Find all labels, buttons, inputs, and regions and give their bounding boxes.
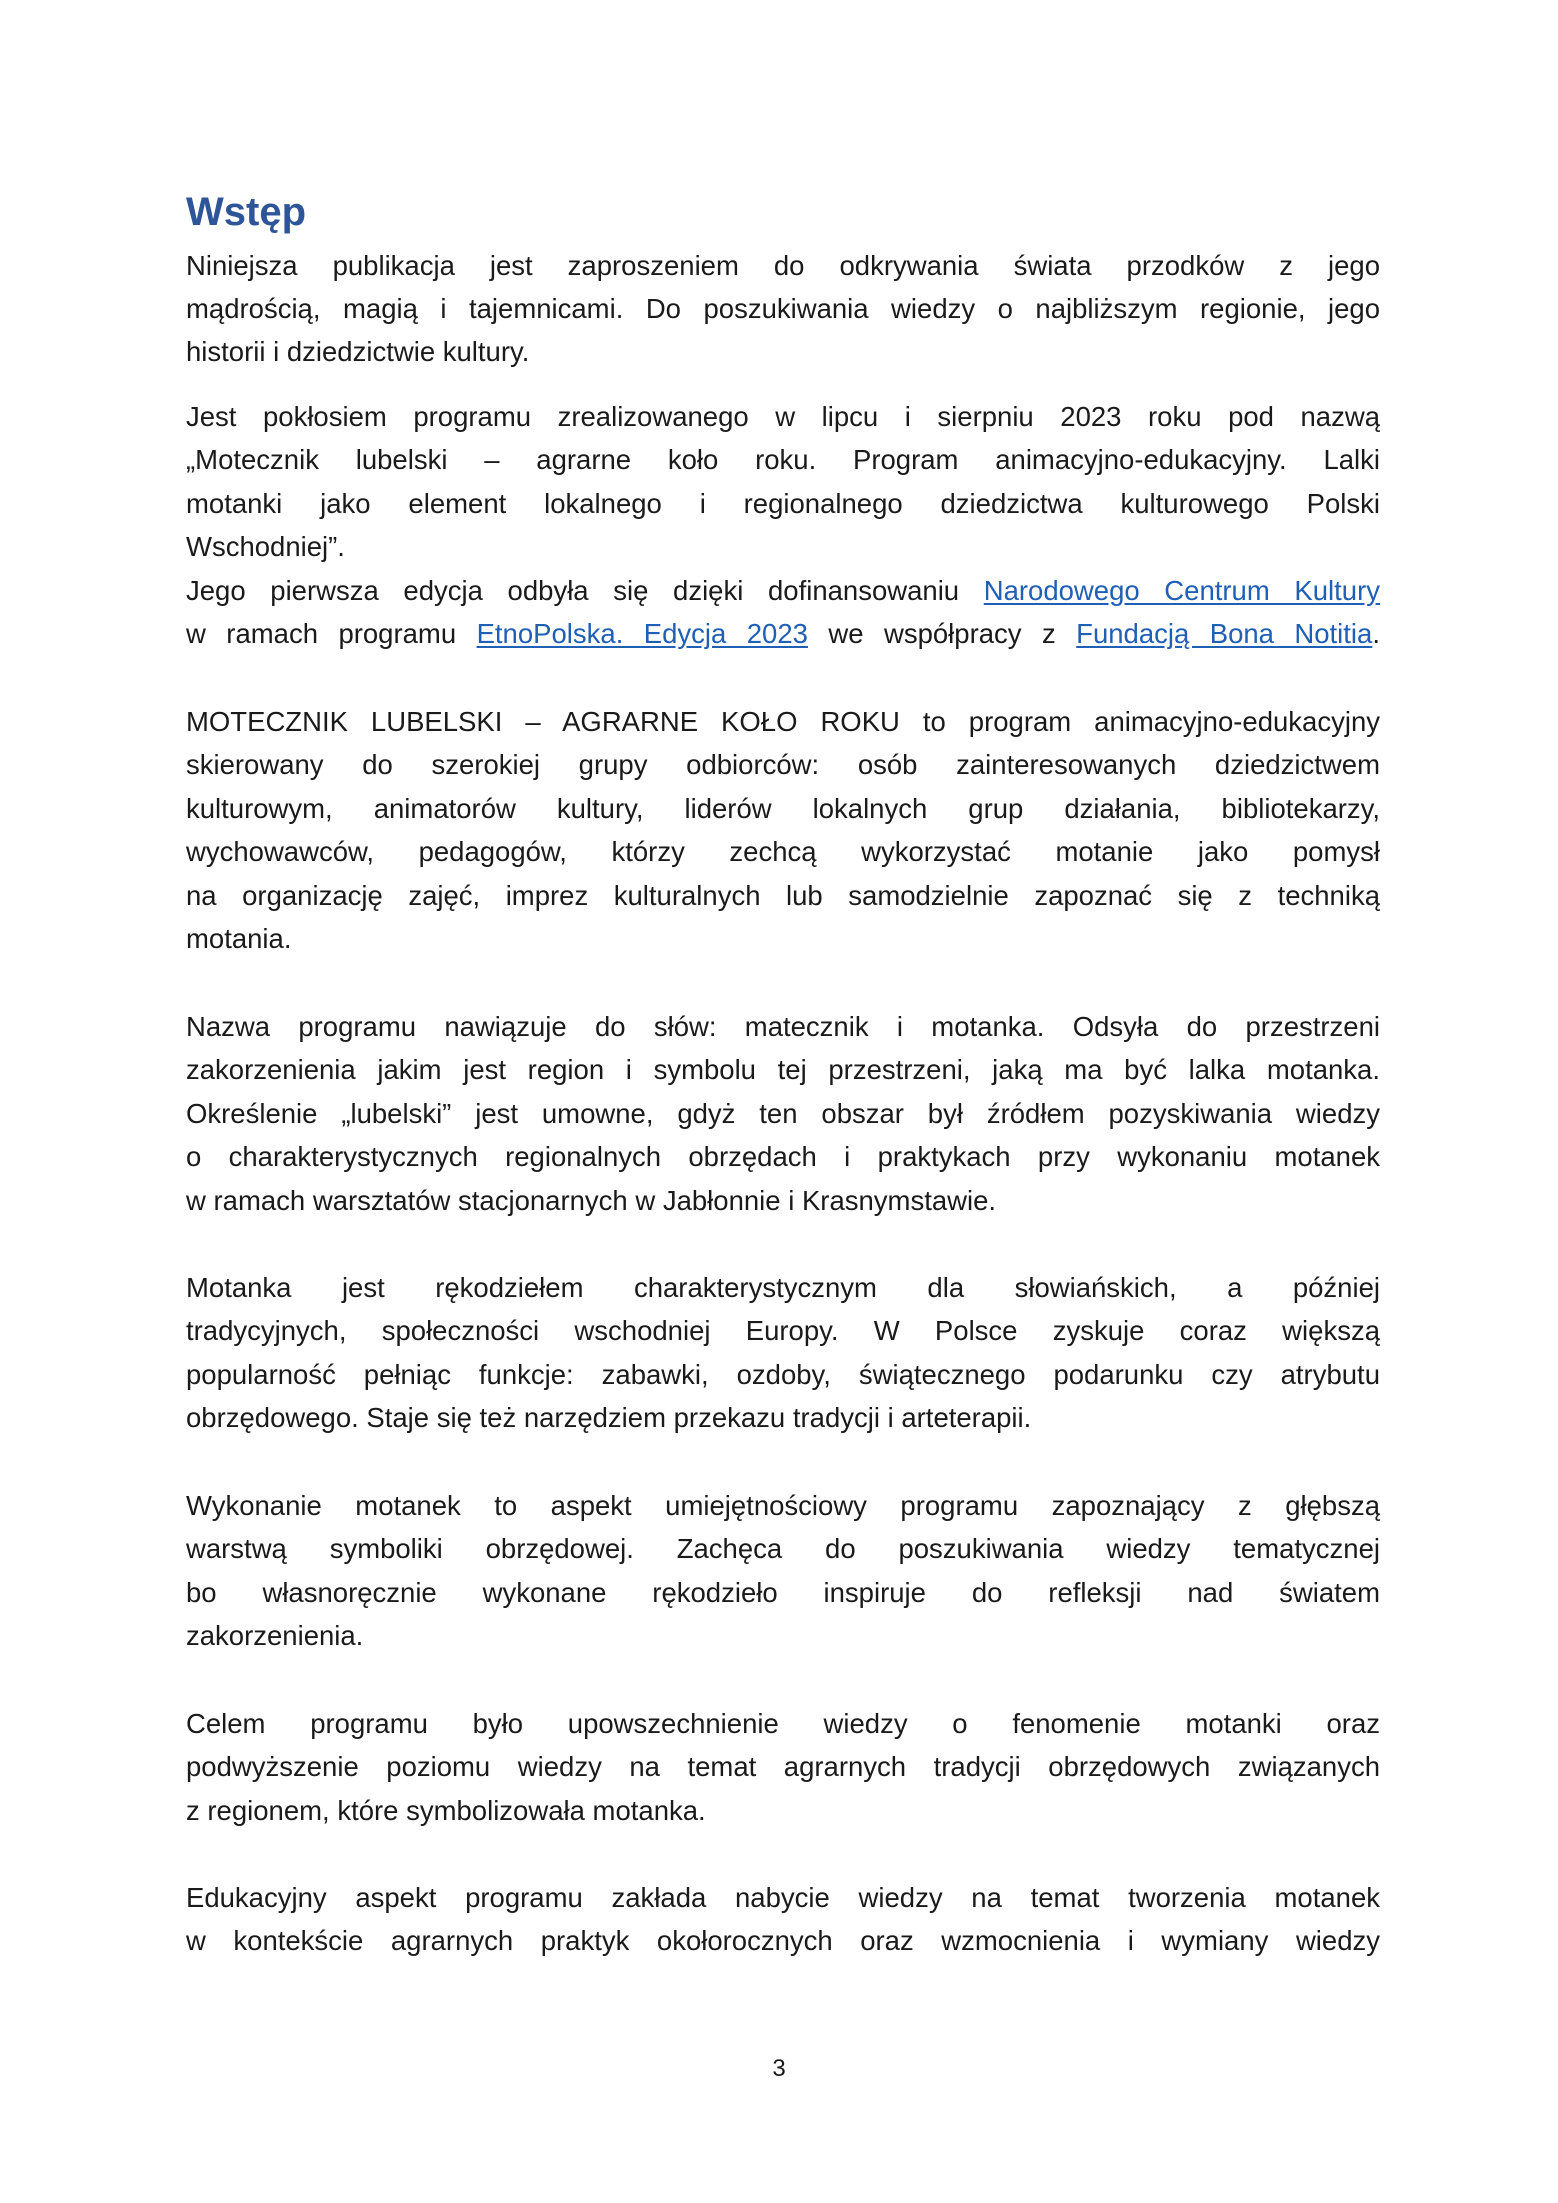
paragraph-7-line-3: bo własnoręcznie wykonane rękodzieło inspiruje do refleksji nad światem <box>186 1577 1380 1608</box>
paragraph-6-line-4: obrzędowego. Staje się też narzędziem przekazu tradycji i arteterapii. <box>186 1402 1032 1433</box>
section-heading: Wstęp <box>186 190 306 234</box>
paragraph-3-text-c: . <box>1372 618 1380 649</box>
paragraph-3-line-1 <box>186 571 1380 611</box>
paragraph-4-line-1: MOTECZNIK LUBELSKI – AGRARNE KOŁO ROKU to program animacyjno-edukacyjny <box>186 706 1380 737</box>
paragraph-3-text: Jego pierwsza edycja odbyła się dzięki dofinansowaniu <box>186 575 984 606</box>
paragraph-5-line-3: Określenie „lubelski” jest umowne, gdyż ten obszar był źródłem pozyskiwania wiedzy <box>186 1098 1380 1129</box>
paragraph-8-line-2: podwyższenie poziomu wiedzy na temat agrarnych tradycji obrzędowych związanych <box>186 1751 1380 1782</box>
paragraph-7-line-2: warstwą symboliki obrzędowej. Zachęca do poszukiwania wiedzy tematycznej <box>186 1533 1380 1564</box>
paragraph-2-line-3: motanki jako element lokalnego i regionalnego dziedzictwa kulturowego Polski <box>186 488 1380 519</box>
paragraph-2-line-4: Wschodniej”. <box>186 531 345 562</box>
paragraph-4-line-3: kulturowym, animatorów kultury, liderów lokalnych grup działania, bibliotekarzy, <box>186 793 1380 824</box>
paragraph-8-line-3: z regionem, które symbolizowała motanka. <box>186 1795 706 1826</box>
paragraph-7-line-1: Wykonanie motanek to aspekt umiejętnościowy programu zapoznający z głębszą <box>186 1490 1380 1521</box>
link-fundacja-bona-notitia[interactable]: Fundacją Bona Notitia <box>1076 618 1373 649</box>
paragraph-5-line-2: zakorzenienia jakim jest region i symbolu tej przestrzeni, jaką ma być lalka motanka. <box>186 1054 1380 1085</box>
paragraph-3-text-a: w ramach programu <box>186 618 477 649</box>
paragraph-5-line-5: w ramach warsztatów stacjonarnych w Jabłonnie i Krasnymstawie. <box>186 1185 997 1216</box>
paragraph-9-line-2: w kontekście agrarnych praktyk okołorocznych oraz wzmocnienia i wymiany wiedzy <box>186 1925 1380 1956</box>
paragraph-1-line-2: mądrością, magią i tajemnicami. Do poszukiwania wiedzy o najbliższym regionie, jego <box>186 293 1380 324</box>
paragraph-1-line-1: Niniejsza publikacja jest zaproszeniem do odkrywania świata przodków z jego <box>186 250 1380 281</box>
paragraph-3-text-b: we współpracy z <box>807 618 1077 649</box>
paragraph-5-line-4: o charakterystycznych regionalnych obrzędach i praktykach przy wykonaniu motanek <box>186 1141 1380 1172</box>
paragraph-6-line-3: popularność pełniąc funkcje: zabawki, ozdoby, świątecznego podarunku czy atrybutu <box>186 1359 1380 1390</box>
paragraph-8-line-1: Celem programu było upowszechnienie wiedzy o fenomenie motanki oraz <box>186 1708 1380 1739</box>
link-narodowe-centrum-kultury[interactable]: Narodowego Centrum Kultury <box>983 575 1380 606</box>
paragraph-4-line-6: motania. <box>186 923 292 954</box>
paragraph-4-line-2: skierowany do szerokiej grupy odbiorców: osób zainteresowanych dziedzictwem <box>186 749 1380 780</box>
paragraph-4-line-4: wychowawców, pedagogów, którzy zechcą wykorzystać motanie jako pomysł <box>186 836 1380 867</box>
paragraph-3-line-2 <box>186 614 1380 654</box>
paragraph-9-line-1: Edukacyjny aspekt programu zakłada nabycie wiedzy na temat tworzenia motanek <box>186 1882 1380 1913</box>
paragraph-7-line-4: zakorzenienia. <box>186 1620 364 1651</box>
paragraph-6-line-2: tradycyjnych, społeczności wschodniej Europy. W Polsce zyskuje coraz większą <box>186 1315 1380 1346</box>
paragraph-6-line-1: Motanka jest rękodziełem charakterystycznym dla słowiańskich, a później <box>186 1272 1380 1303</box>
page-number: 3 <box>772 2055 786 2082</box>
paragraph-4-line-5: na organizację zajęć, imprez kulturalnych lub samodzielnie zapoznać się z techniką <box>186 880 1380 911</box>
link-etnopolska[interactable]: EtnoPolska. Edycja 2023 <box>476 618 808 649</box>
paragraph-5-line-1: Nazwa programu nawiązuje do słów: matecznik i motanka. Odsyła do przestrzeni <box>186 1011 1380 1042</box>
paragraph-2-line-2: „Motecznik lubelski – agrarne koło roku. Program animacyjno-edukacyjny. Lalki <box>186 444 1380 475</box>
paragraph-1-line-3: historii i dziedzictwie kultury. <box>186 336 530 367</box>
paragraph-2-line-1: Jest pokłosiem programu zrealizowanego w lipcu i sierpniu 2023 roku pod nazwą <box>186 401 1380 432</box>
